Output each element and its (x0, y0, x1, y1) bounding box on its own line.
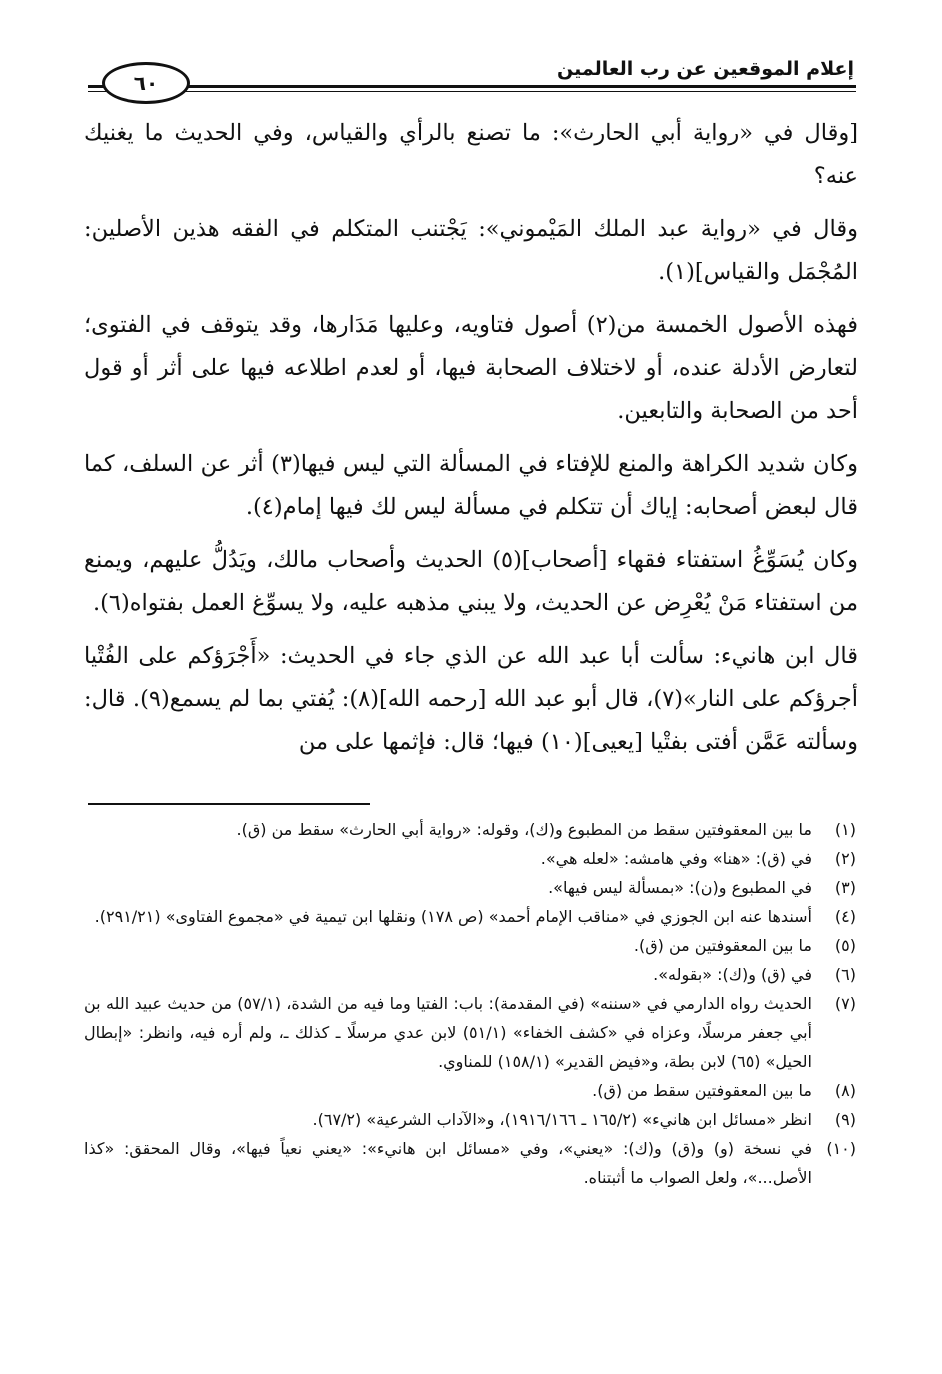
footnote (84, 873, 856, 902)
paragraph: وقال في «رواية عبد الملك المَيْموني»: يَجْتنب المتكلم في الفقه هذين الأصلين: المُجْمَل والقياس](١). (84, 216, 858, 285)
footnote-number: (٨) (834, 1081, 856, 1100)
footnote (84, 1134, 856, 1192)
footnote (84, 1105, 856, 1134)
header-rule-thick (88, 85, 856, 88)
footnote-text: انظر «مسائل ابن هانيء» (١٦٥/٢ ـ ١٩١٦/١٦٦)، و«الآداب الشرعية» (٦٧/٢). (312, 1110, 812, 1129)
paragraph: فهذه الأصول الخمسة من(٢) أصول فتاويه، وعليها مَدَارها، وقد يتوقف في الفتوى؛ لتعارض الأدلة عنده، أو لاختلاف الصحابة فيها، أو لعدم اطلاعه فيها على أثر أو قول أحد من الصحابة والتابعين. (84, 312, 858, 424)
footnote (84, 844, 856, 873)
footnote (84, 1076, 856, 1105)
footnote-text: ما بين المعقوفتين سقط من (ق). (592, 1081, 812, 1100)
footnote (84, 960, 856, 989)
paragraph: وكان شديد الكراهة والمنع للإفتاء في المسألة التي ليس فيها(٣) أثر عن السلف، كما قال لبعض أصحابه: إياك أن تتكلم في مسألة ليس لك فيها إمام(٤). (84, 451, 858, 520)
page-number: ٦٠ (133, 71, 159, 95)
footnote-number: (١) (834, 820, 856, 839)
footnote-text: في نسخة (و) و(ق) و(ك): «يعني»، وفي «مسائل ابن هانيء»: «يعني نعياً فيها»، وقال المحقق: «كذا الأصل...»، ولعل الصواب ما أثبتناه. (84, 1139, 812, 1187)
paragraph: وكان يُسَوِّغُ استفتاء فقهاء [أصحاب](٥) الحديث وأصحاب مالك، ويَدُلُّ عليهم، ويمنع من استفتاء مَنْ يُعْرِض عن الحديث، ولا يبني مذهبه عليه، ولا يسوِّغ العمل بفتواه(٦). (84, 547, 858, 616)
footnote (84, 902, 856, 931)
footnote-separator (88, 803, 370, 805)
footnote-number: (٩) (834, 1110, 856, 1129)
page-number-badge (102, 62, 190, 104)
header-rule-thin (88, 91, 856, 92)
footnote-number: (٢) (834, 849, 856, 868)
footnote-text: ما بين المعقوفتين من (ق). (633, 936, 812, 955)
footnote (84, 815, 856, 844)
footnote-text: في المطبوع و(ن): «بمسألة ليس فيها». (548, 878, 812, 897)
footnote-number: (٣) (834, 878, 856, 897)
footnote-number: (٥) (834, 936, 856, 955)
paragraph: [وقال في «رواية أبي الحارث»: ما تصنع بالرأي والقياس، وفي الحديث ما يغنيك عنه؟ (84, 120, 858, 189)
footnote-number: (٦) (834, 965, 856, 984)
footnotes (84, 815, 856, 1192)
footnote-text: في (ق): «هنا» وفي هامشه: «لعله هي». (540, 849, 812, 868)
footnote-number: (١٠) (826, 1139, 856, 1158)
footnote-text: الحديث رواه الدارمي في «سننه» (في المقدمة): باب: الفتيا وما فيه من الشدة، (٥٧/١) من حديث عبيد الله بن أبي جعفر مرسلًا، وعزاه في «كشف الخفاء» (٥١/١) لابن عدي مرسلًا ـ كذلك ـ، ولم أره فيه، وانظر: «إبطال الحيل» (٦٥) لابن بطة، و«فيض القدير» (١٥٨/١) للمناوي. (84, 994, 813, 1071)
book-title: إعلام الموقعين عن رب العالمين (557, 58, 854, 80)
footnote (84, 989, 856, 1076)
footnote-number: (٤) (834, 907, 856, 926)
main-text (84, 112, 858, 774)
footnote-text: أسندها عنه ابن الجوزي في «مناقب الإمام أحمد» (ص ١٧٨) ونقلها ابن تيمية في «مجموع الفتاوى» (٢٩١/٢١). (94, 907, 812, 926)
paragraph: قال ابن هانيء: سألت أبا عبد الله عن الذي جاء في الحديث: «أَجْرَؤكم على الفُتْيا أجرؤكم على النار»(٧)، قال أبو عبد الله [رحمه الله](٨): يُفتي بما لم يسمع(٩). قال: وسألته عَمَّن أفتى بفتْيا [يعيى](١٠) فيها؛ قال: فإثمها على من (84, 643, 858, 755)
footnote-number: (٧) (834, 994, 856, 1013)
footnote (84, 931, 856, 960)
footnote-text: في (ق) و(ك): «بقوله». (653, 965, 812, 984)
footnote-text: ما بين المعقوفتين سقط من المطبوع و(ك)، وقوله: «رواية أبي الحارث» سقط من (ق). (236, 820, 812, 839)
page-header (88, 52, 856, 98)
